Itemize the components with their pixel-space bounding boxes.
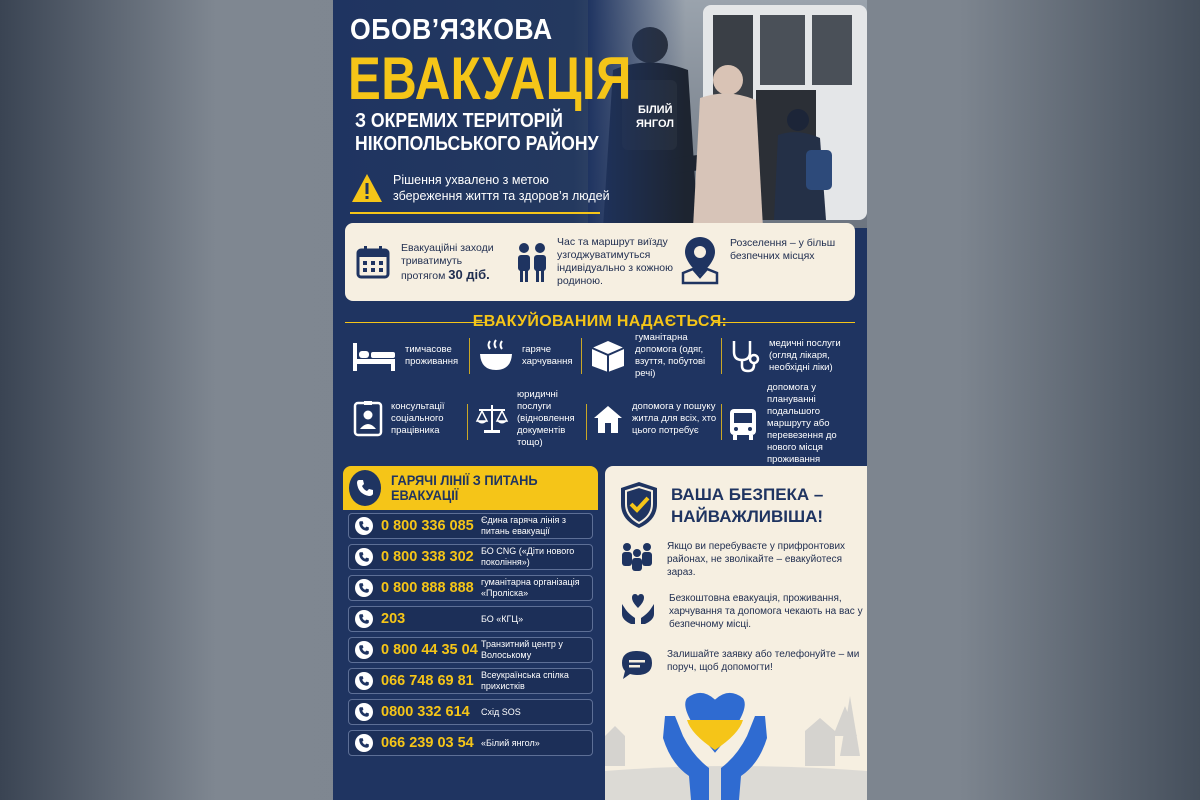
info-resettle [680, 223, 850, 301]
service-humanitarian [589, 332, 723, 379]
hotlines-header [343, 466, 598, 510]
safety-title-line-1: ВАША БЕЗПЕКА – [671, 485, 824, 504]
info-route [515, 223, 685, 301]
shield-check-icon [617, 480, 661, 530]
service-text: гаряче харчування [522, 344, 573, 367]
people-icon [619, 540, 655, 572]
hotlines-heading: ГАРЯЧІ ЛІНІЇ З ПИТАНЬ ЕВАКУАЦІЇ [391, 473, 539, 503]
family-icon [515, 240, 549, 284]
service-housing-search [592, 398, 722, 440]
separator [581, 338, 582, 374]
safety-item-evacuate [619, 540, 867, 579]
phone-icon [355, 548, 373, 566]
title-line-3: З ОКРЕМИХ ТЕРИТОРІЙ [355, 110, 563, 132]
service-social [353, 398, 471, 440]
hotlines-panel [343, 466, 598, 762]
hotline-row[interactable] [348, 699, 593, 725]
house-icon [592, 403, 624, 435]
hotline-number[interactable]: 203 [381, 611, 406, 627]
hotline-number[interactable]: 0 800 44 35 04 [381, 642, 478, 658]
hotline-row[interactable] [348, 668, 593, 694]
provided-heading: ЕВАКУЙОВАНИМ НАДАЄТЬСЯ: [472, 313, 728, 330]
vest-label-1: БІЛИЙ [638, 104, 673, 116]
hotline-number[interactable]: 066 239 03 54 [381, 735, 474, 751]
scales-icon [475, 402, 509, 436]
hotline-description: Всеукраїнська спілка прихистків [481, 670, 569, 691]
hero-photo [588, 0, 867, 228]
hotline-row[interactable] [348, 513, 593, 539]
separator [586, 404, 587, 440]
info-card [345, 223, 855, 301]
duration-text: Евакуаційні заходи триватимуть протягом [401, 241, 494, 282]
vest-label-2: ЯНГОЛ [636, 118, 674, 130]
service-legal [475, 389, 585, 448]
safety-panel [605, 466, 867, 800]
service-housing [351, 336, 469, 376]
hotline-description: гуманітарна організація «Проліска» [481, 577, 580, 598]
hotline-description: БО CNG («Діти нового покоління») [481, 546, 575, 567]
service-text: гуманітарна допомога (одяг, взуття, побутові речі) [635, 332, 706, 379]
separator [467, 404, 468, 440]
service-text: допомога у плануванні подальшого маршруту або перевезення до нового місця проживання [767, 382, 837, 465]
stethoscope-icon [729, 338, 761, 374]
hotline-number[interactable]: 066 748 69 81 [381, 673, 474, 689]
service-medical [729, 336, 861, 376]
hotline-description: Схід SOS [481, 706, 521, 717]
phone-icon [355, 517, 373, 535]
bus-icon [727, 407, 759, 441]
separator [721, 338, 722, 374]
service-food [478, 336, 590, 376]
route-text: Час та маршрут виїзду узгоджуватимуться індивідуально з кожною родиною. [557, 236, 673, 287]
phone-icon [355, 703, 373, 721]
calendar-icon [355, 244, 391, 280]
hotline-row[interactable] [348, 730, 593, 756]
divider [350, 212, 600, 214]
phone-icon [355, 579, 373, 597]
phone-icon [355, 610, 373, 628]
safety-text: Безкоштовна евакуація, проживання, харчування та допомога чекають на вас у безпечному місці. [669, 593, 863, 630]
box-icon [589, 338, 627, 374]
hotline-row[interactable] [348, 637, 593, 663]
safety-text: Залишайте заявку або телефонуйте – ми поруч, щоб допомогти! [667, 649, 860, 673]
hotline-description: «Білий янгол» [481, 737, 540, 748]
safety-title [671, 484, 823, 528]
separator [469, 338, 470, 374]
map-pin-icon [680, 235, 720, 285]
hotline-row[interactable] [348, 575, 593, 601]
resettle-text: Розселення – у більш безпечних місцях [730, 237, 836, 262]
phone-icon [355, 734, 373, 752]
hotline-row[interactable] [348, 544, 593, 570]
hotline-row[interactable] [348, 606, 593, 632]
hotline-description: Транзитний центр у Волоському [481, 639, 563, 660]
service-text: юридичні послуги (відновлення документів тощо) [517, 389, 575, 448]
title-main: ЕВАКУАЦІЯ [348, 45, 632, 112]
safety-title-line-2: НАЙВАЖЛИВІША! [671, 507, 824, 526]
info-duration [355, 223, 515, 301]
warning-text: Рішення ухвалено з метою збереження життя та здоров’я людей [393, 173, 610, 203]
warning-icon [350, 172, 384, 204]
hotline-number[interactable]: 0 800 338 302 [381, 549, 474, 565]
hotline-description: Єдина гаряча лінія з питань евакуації [481, 515, 567, 536]
duration-value: 30 діб. [448, 266, 490, 282]
separator [721, 404, 722, 440]
hero-section [333, 0, 867, 228]
service-text: тимчасове проживання [405, 344, 459, 367]
service-route [727, 382, 865, 465]
evacuation-poster [333, 0, 867, 800]
hotline-number[interactable]: 0800 332 614 [381, 704, 470, 720]
service-text: медичні послуги (огляд лікаря, необхідні ліки) [769, 338, 841, 373]
hotline-number[interactable]: 0 800 888 888 [381, 580, 474, 596]
bed-icon [351, 339, 397, 373]
title-subtitle [355, 110, 599, 156]
hotline-number[interactable]: 0 800 336 085 [381, 518, 474, 534]
phone-icon [349, 470, 381, 506]
phone-icon [355, 641, 373, 659]
safety-item-free [619, 592, 867, 631]
hotline-description: БО «КГЦ» [481, 613, 524, 624]
service-text: консультації соціального працівника [391, 401, 445, 436]
hot-food-icon [478, 338, 514, 374]
social-worker-icon [353, 401, 383, 437]
hands-heart-illustration [605, 676, 867, 800]
safety-text: Якщо ви перебуваєте у прифронтових районах, не зволікайте – евакуйотеся зараз. [667, 541, 846, 578]
service-text: допомога у пошуку житла для всіх, хто цього потребує [632, 401, 717, 436]
title-line-1: ОБОВ’ЯЗКОВА [350, 14, 553, 46]
phone-icon [355, 672, 373, 690]
heart-hands-icon [619, 592, 657, 626]
title-line-4: НІКОПОЛЬСЬКОГО РАЙОНУ [355, 133, 599, 155]
